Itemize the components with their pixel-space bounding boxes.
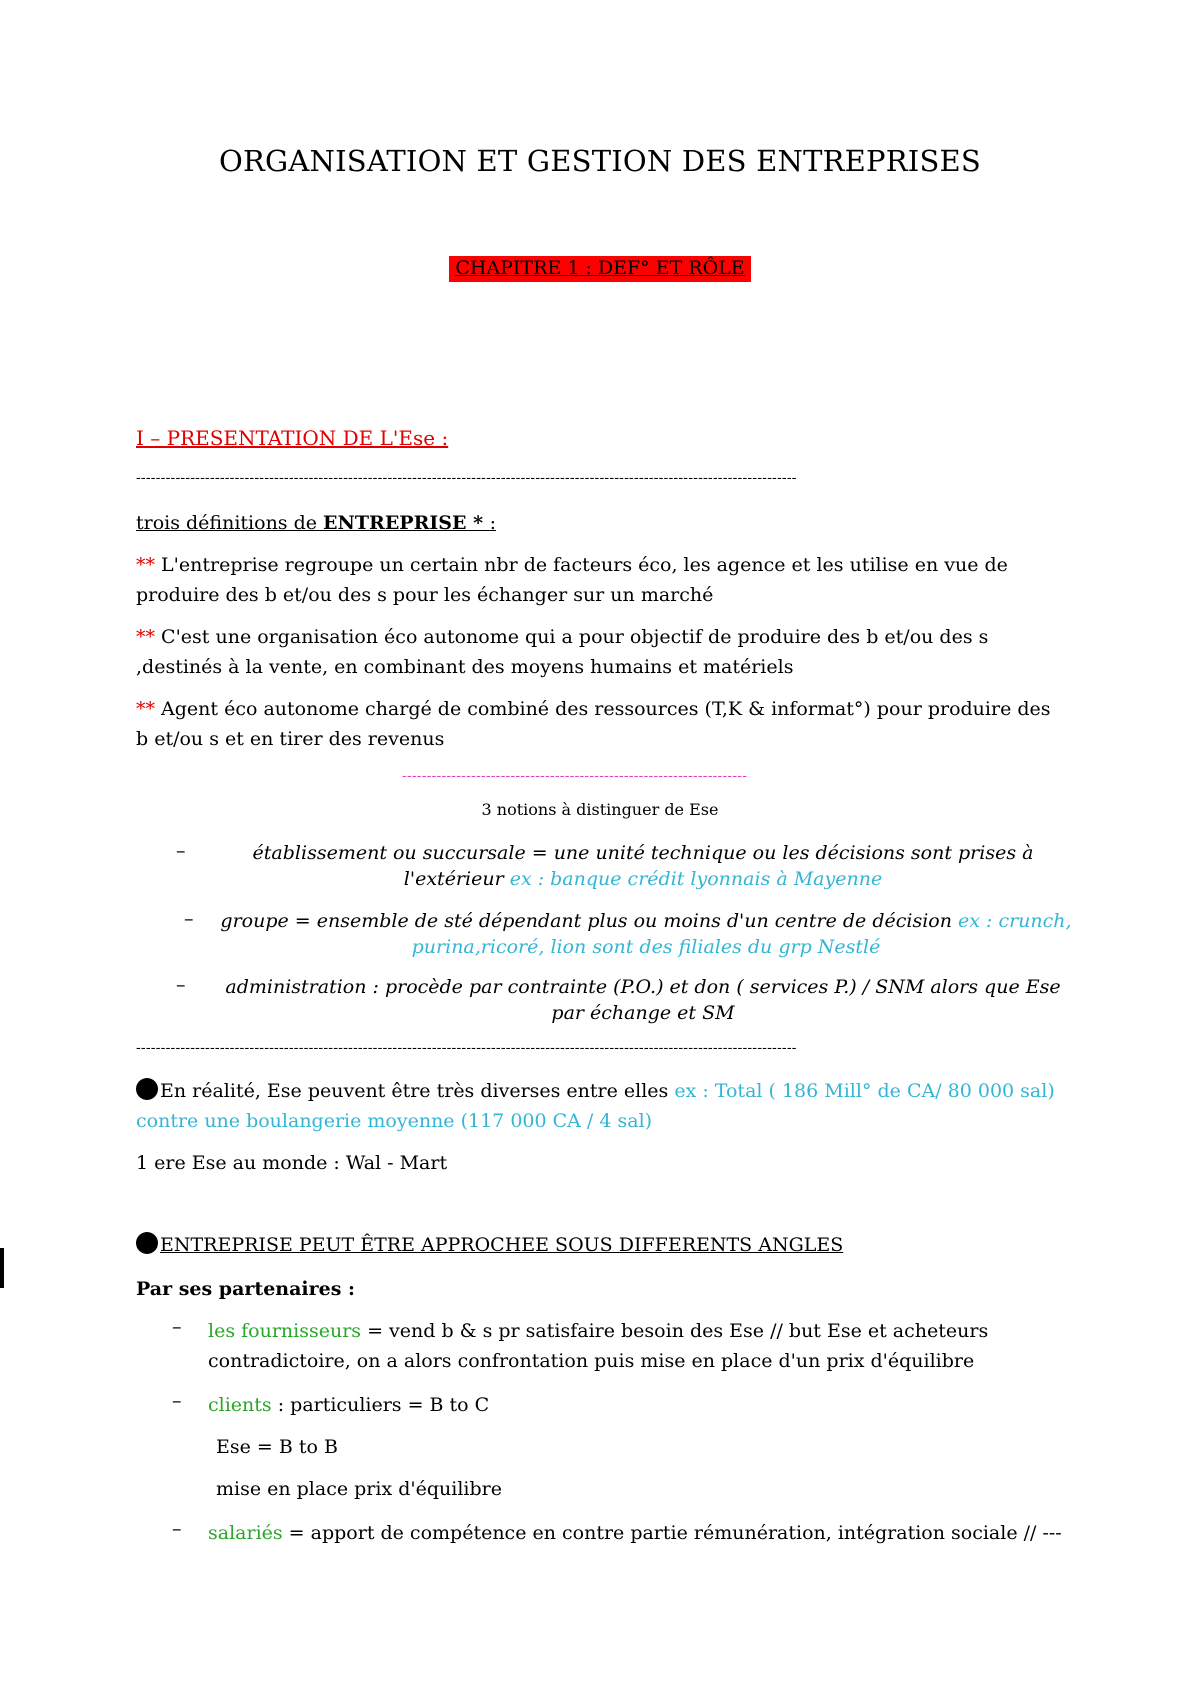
partner-3-text: = apport de compétence en contre partie rémunération, intégration sociale // --- bbox=[282, 1522, 1062, 1544]
partner-1-dash: – bbox=[172, 1316, 182, 1338]
notion-1 bbox=[208, 840, 1078, 892]
definition-stars: ** bbox=[136, 698, 155, 720]
partner-1-text: = vend b & s pr satisfaire besoin des Ese // but Ese et acheteurs contradictoire, on a alors confrontation puis mise en place d'un prix d'équilibre bbox=[208, 1320, 989, 1372]
definition-stars: ** bbox=[136, 554, 155, 576]
chapter-heading: CHAPITRE 1 : DEF° ET RÔLE bbox=[449, 256, 750, 282]
definition-2-text: C'est une organisation éco autonome qui a pour objectif de produire des b et/ou des s ,destinés à la vente, en combinant des moyens humains et matériels bbox=[136, 626, 989, 678]
partner-3 bbox=[208, 1518, 1078, 1548]
notion-3-text: administration : procède par contrainte (P.O.) et don ( services P.) / SNM alors que Ese par échange et SM bbox=[225, 976, 1061, 1024]
margin-mark bbox=[0, 1248, 4, 1288]
partner-2-line-2: Ese = B to B bbox=[216, 1436, 338, 1458]
partner-3-dash: – bbox=[172, 1518, 182, 1540]
reality-text: En réalité, Ese peuvent être très diverses entre elles bbox=[160, 1080, 675, 1102]
partner-1-label: les fournisseurs bbox=[208, 1320, 362, 1342]
partner-1 bbox=[208, 1316, 1068, 1376]
separator-line-pink: ---------------------------------------------------------------------- bbox=[402, 768, 748, 784]
notion-1-example: ex : banque crédit lyonnais à Mayenne bbox=[509, 868, 883, 890]
partner-2-line-3: mise en place prix d'équilibre bbox=[216, 1478, 502, 1500]
notion-1-text: établissement ou succursale = une unité technique ou les décisions sont prises à l'extérieur bbox=[252, 842, 1034, 890]
definition-3-text: Agent éco autonome chargé de combiné des ressources (T,K & informat°) pour produire des b et/ou s et en tirer des revenus bbox=[136, 698, 1051, 750]
angles-heading bbox=[136, 1230, 1066, 1260]
notion-2 bbox=[216, 908, 1076, 960]
document-title: ORGANISATION ET GESTION DES ENTREPRISES bbox=[219, 144, 981, 178]
partner-2-text: : particuliers = B to C bbox=[271, 1394, 490, 1416]
notion-2-dash: – bbox=[184, 908, 194, 930]
bullet-icon bbox=[136, 1232, 158, 1254]
separator-line-1: -------------------------------------------------------------------------------------------------------------------------------------- bbox=[136, 470, 797, 486]
definition-1-text: L'entreprise regroupe un certain nbr de facteurs éco, les agence et les utilise en vue de produire des b et/ou des s pour les échanger sur un marché bbox=[136, 554, 1008, 606]
notion-3-dash: – bbox=[176, 974, 186, 996]
notion-2-example: ex : crunch, purina,ricoré, lion sont des filiales du grp Nestlé bbox=[411, 910, 1072, 958]
separator-line-2: -------------------------------------------------------------------------------------------------------------------------------------- bbox=[136, 1040, 797, 1056]
definition-2 bbox=[136, 622, 1066, 682]
reality-example: ex : Total ( 186 Mill° de CA/ 80 000 sal) contre une boulangerie moyenne (117 000 CA / 4 sal) bbox=[136, 1080, 1055, 1132]
definitions-intro-colon: : bbox=[489, 512, 497, 534]
partner-2-label: clients bbox=[208, 1394, 272, 1416]
definition-stars: ** bbox=[136, 626, 155, 648]
partner-3-label: salariés bbox=[208, 1522, 283, 1544]
partners-title: Par ses partenaires : bbox=[136, 1278, 356, 1300]
partner-2 bbox=[208, 1390, 1068, 1420]
notion-3 bbox=[208, 974, 1078, 1026]
first-ese-line: 1 ere Ese au monde : Wal - Mart bbox=[136, 1152, 448, 1174]
bullet-icon bbox=[136, 1078, 158, 1100]
notion-1-dash: – bbox=[176, 840, 186, 862]
angles-title: ENTREPRISE PEUT ÊTRE APPROCHEE SOUS DIFFERENTS ANGLES bbox=[160, 1234, 844, 1256]
definition-1 bbox=[136, 550, 1066, 610]
section-heading: I – PRESENTATION DE L'Ese : bbox=[136, 426, 449, 450]
reality-paragraph bbox=[136, 1076, 1066, 1136]
definitions-intro-bold: ENTREPRISE * bbox=[323, 512, 490, 534]
chapter-heading-wrap bbox=[0, 256, 1200, 282]
notion-2-text: groupe = ensemble de sté dépendant plus ou moins d'un centre de décision bbox=[220, 910, 959, 932]
definition-3 bbox=[136, 694, 1066, 754]
partner-2-dash: – bbox=[172, 1390, 182, 1412]
definitions-intro-text: trois définitions de bbox=[136, 512, 324, 534]
notions-title: 3 notions à distinguer de Ese bbox=[481, 800, 719, 819]
definitions-intro bbox=[136, 508, 1066, 538]
